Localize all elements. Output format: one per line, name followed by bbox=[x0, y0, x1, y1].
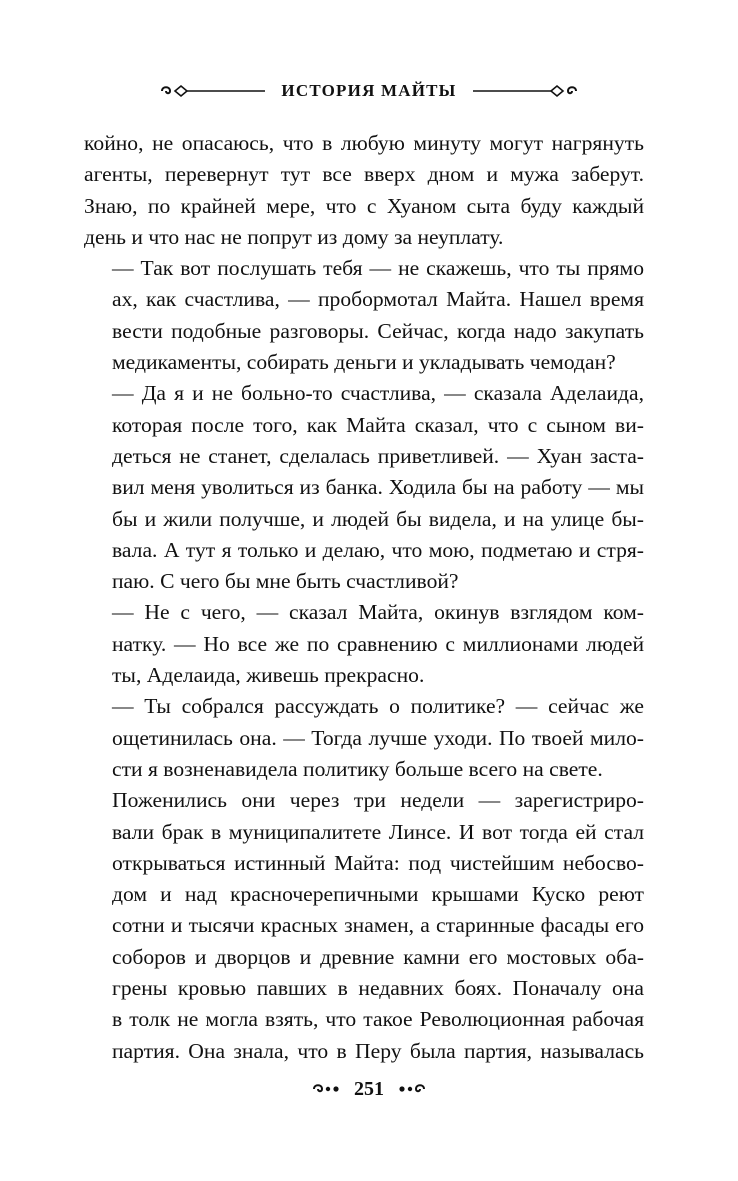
text-line: Поженились они через три недели — зарегистриро- bbox=[112, 788, 644, 813]
left-folio-ornament-icon bbox=[312, 1082, 346, 1096]
left-scroll-ornament-icon bbox=[159, 81, 269, 101]
text-line: соборов и дворцов и древние камни его мостовых оба- bbox=[112, 944, 644, 969]
text-line: медикаменты, собирать деньги и укладывать чемодан? bbox=[112, 350, 616, 375]
text-line: натку. — Но все же по сравнению с миллионами людей bbox=[112, 631, 644, 656]
text-line: день и что нас не попрут из дому за неуплату. bbox=[84, 224, 504, 249]
running-head bbox=[0, 76, 738, 106]
right-scroll-ornament-icon bbox=[469, 81, 579, 101]
text-line: партия. Она знала, что в Перу была партия, называлась bbox=[112, 1038, 644, 1063]
right-folio-ornament-icon bbox=[392, 1082, 426, 1096]
text-line: — Так вот послушать тебя — не скажешь, что ты прямо bbox=[112, 256, 644, 281]
text-line: деться не станет, сделалась приветливей. — Хуан заста- bbox=[112, 443, 644, 468]
paragraph bbox=[84, 128, 644, 253]
text-line: грены кровью павших в недавних боях. Поначалу она bbox=[112, 976, 644, 1001]
paragraph bbox=[84, 378, 644, 597]
text-line: — Да я и не больно-то счастлива, — сказала Аделаида, bbox=[112, 381, 644, 406]
body-text bbox=[84, 128, 644, 1067]
text-line: ощетинилась она. — Тогда лучше уходи. По твоей мило- bbox=[112, 725, 644, 750]
text-line: сти я возненавидела политику больше всего на свете. bbox=[112, 756, 603, 781]
text-line: вил меня уволиться из банка. Ходила бы на работу — мы bbox=[112, 475, 644, 500]
text-line: койно, не опасаюсь, что в любую минуту могут нагрянуть bbox=[84, 131, 644, 155]
text-line: сотни и тысячи красных знамен, а старинные фасады его bbox=[112, 913, 644, 938]
text-line: бы и жили получше, и людей бы видела, и на улице бы- bbox=[112, 506, 644, 531]
text-line: которая после того, как Майта сказал, что с сыном ви- bbox=[112, 412, 644, 437]
text-line: паю. С чего бы мне быть счастливой? bbox=[112, 569, 459, 594]
page-number: 251 bbox=[354, 1077, 384, 1100]
text-line: — Ты собрался рассуждать о политике? — сейчас же bbox=[112, 694, 644, 719]
text-line: ты, Аделаида, живешь прекрасно. bbox=[112, 663, 425, 688]
running-head-title: ИСТОРИЯ МАЙТЫ bbox=[281, 81, 457, 100]
paragraph bbox=[84, 691, 644, 785]
paragraph bbox=[84, 597, 644, 691]
text-line: в толк не могла взять, что такое Революционная рабочая bbox=[112, 1007, 644, 1032]
page-folio bbox=[0, 1074, 738, 1104]
text-line: вали брак в муниципалитете Линсе. И вот тогда ей стал bbox=[112, 819, 644, 844]
text-line: дом и над красночерепичными крышами Куско реют bbox=[112, 882, 644, 907]
text-line: агенты, перевернут тут все вверх дном и мужа заберут. bbox=[84, 162, 644, 187]
text-line: вести подобные разговоры. Сейчас, когда надо закупать bbox=[112, 318, 644, 343]
text-line: вала. А тут я только и делаю, что мою, подметаю и стря- bbox=[112, 537, 644, 562]
paragraph bbox=[84, 253, 644, 378]
text-line: открываться истинный Майта: под чистейшим небосво- bbox=[112, 850, 644, 875]
text-line: ах, как счастлива, — пробормотал Майта. Нашел время bbox=[112, 287, 644, 312]
text-line: — Не с чего, — сказал Майта, окинув взглядом ком- bbox=[112, 600, 644, 625]
text-line: Знаю, по крайней мере, что с Хуаном сыта буду каждый bbox=[84, 193, 644, 218]
paragraph bbox=[84, 785, 644, 1067]
